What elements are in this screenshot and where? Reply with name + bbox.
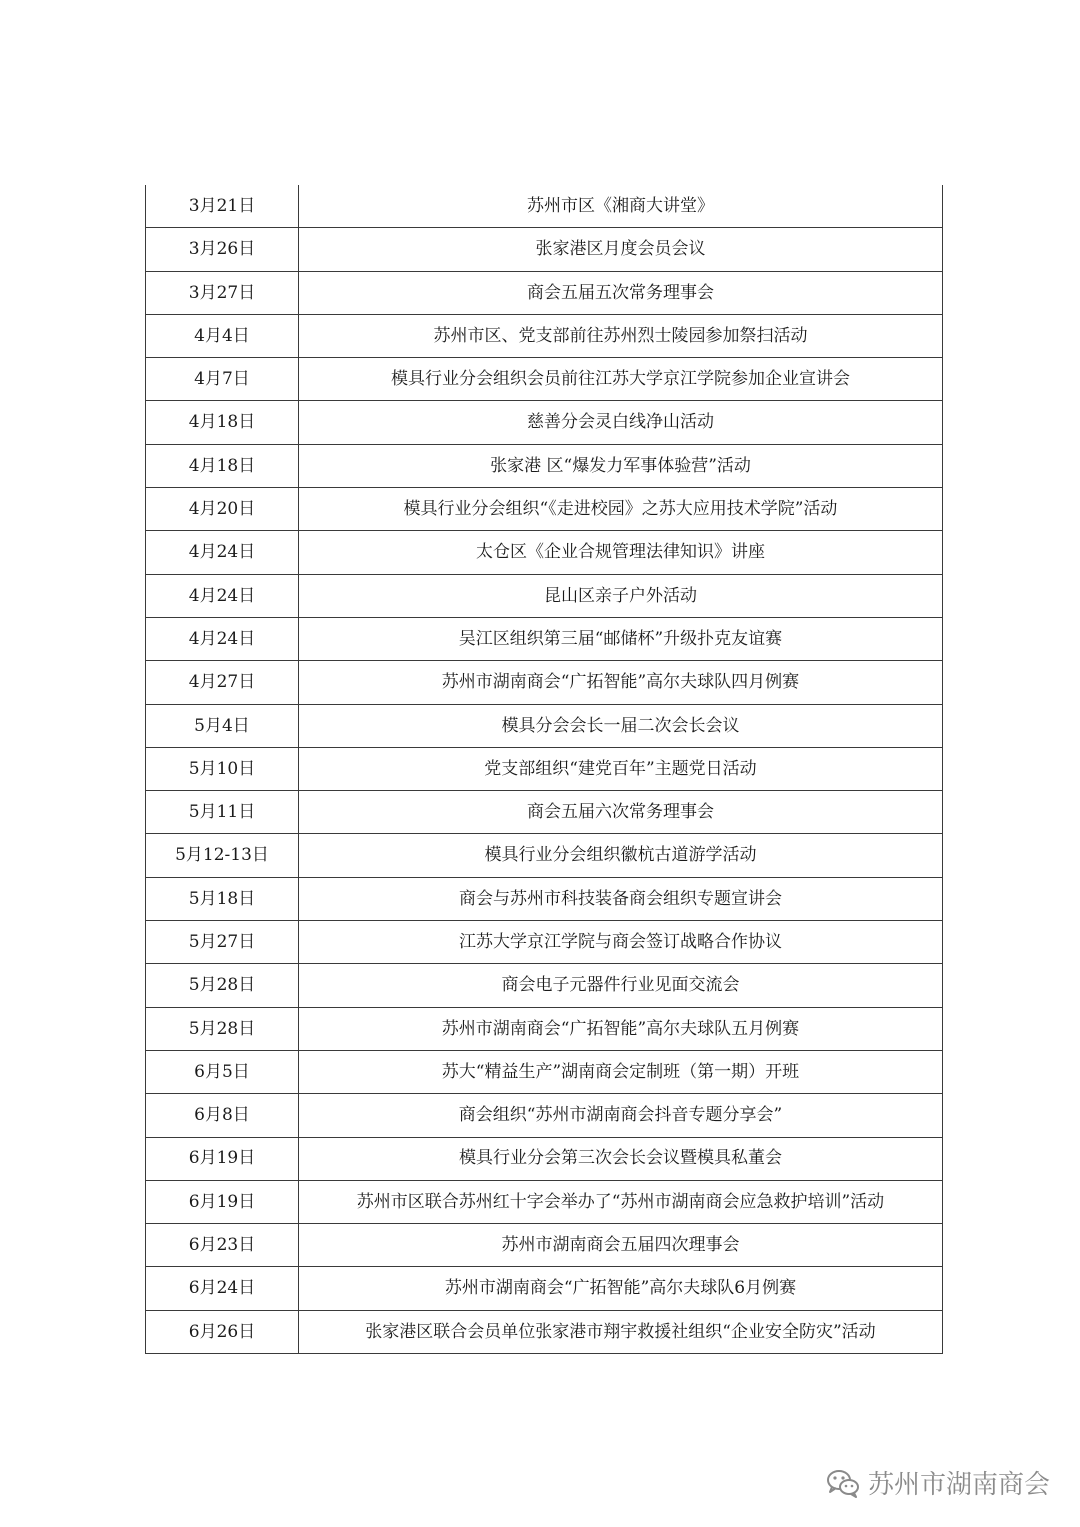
event-cell: 模具分会会长一届二次会长会议 <box>299 704 943 747</box>
event-cell: 太仓区《企业合规管理法律知识》讲座 <box>299 531 943 574</box>
table-row <box>146 704 943 747</box>
watermark-text: 苏州市湖南商会 <box>867 1470 1050 1500</box>
date-cell: 6月5日 <box>146 1050 299 1093</box>
table-row <box>146 1137 943 1180</box>
event-cell: 苏州市区、党支部前往苏州烈士陵园参加祭扫活动 <box>299 314 943 357</box>
table-row <box>146 661 943 704</box>
table-row <box>146 574 943 617</box>
wechat-icon <box>826 1468 860 1498</box>
table-row <box>146 401 943 444</box>
table-row <box>146 358 943 401</box>
event-cell: 党支部组织“建党百年”主题党日活动 <box>299 747 943 790</box>
date-cell: 6月8日 <box>146 1094 299 1137</box>
table-row <box>146 1050 943 1093</box>
event-cell: 昆山区亲子户外活动 <box>299 574 943 617</box>
schedule-body <box>146 185 943 1354</box>
table-row <box>146 228 943 271</box>
table-row <box>146 1267 943 1310</box>
event-cell: 张家港区联合会员单位张家港市翔宇救援社组织“企业安全防灾”活动 <box>299 1310 943 1353</box>
table-row <box>146 1094 943 1137</box>
date-cell: 6月19日 <box>146 1180 299 1223</box>
date-cell: 4月18日 <box>146 444 299 487</box>
date-cell: 6月23日 <box>146 1224 299 1267</box>
table-row <box>146 877 943 920</box>
event-cell: 苏州市湖南商会“广拓智能”高尔夫球队五月例赛 <box>299 1007 943 1050</box>
table-row <box>146 444 943 487</box>
table-row <box>146 531 943 574</box>
table-row <box>146 921 943 964</box>
date-cell: 5月27日 <box>146 921 299 964</box>
event-cell: 商会电子元器件行业见面交流会 <box>299 964 943 1007</box>
event-cell: 吴江区组织第三届“邮储杯”升级扑克友谊赛 <box>299 617 943 660</box>
table-row <box>146 1007 943 1050</box>
table-row <box>146 834 943 877</box>
table-row <box>146 747 943 790</box>
date-cell: 6月26日 <box>146 1310 299 1353</box>
event-cell: 模具行业分会组织“《走进校园》之苏大应用技术学院”活动 <box>299 488 943 531</box>
event-cell: 模具行业分会组织会员前往江苏大学京江学院参加企业宣讲会 <box>299 358 943 401</box>
event-cell: 苏州市湖南商会五届四次理事会 <box>299 1224 943 1267</box>
date-cell: 5月4日 <box>146 704 299 747</box>
table-row <box>146 1224 943 1267</box>
event-cell: 江苏大学京江学院与商会签订战略合作协议 <box>299 921 943 964</box>
event-cell: 商会与苏州市科技装备商会组织专题宣讲会 <box>299 877 943 920</box>
table-row <box>146 964 943 1007</box>
event-cell: 商会五届五次常务理事会 <box>299 271 943 314</box>
event-cell: 苏大“精益生产”湖南商会定制班（第一期）开班 <box>299 1050 943 1093</box>
date-cell: 5月28日 <box>146 1007 299 1050</box>
date-cell: 4月24日 <box>146 574 299 617</box>
date-cell: 4月7日 <box>146 358 299 401</box>
date-cell: 4月27日 <box>146 661 299 704</box>
event-cell: 苏州市区联合苏州红十字会举办了“苏州市湖南商会应急救护培训”活动 <box>299 1180 943 1223</box>
date-cell: 5月11日 <box>146 791 299 834</box>
date-cell: 3月27日 <box>146 271 299 314</box>
event-cell: 苏州市湖南商会“广拓智能”高尔夫球队四月例赛 <box>299 661 943 704</box>
date-cell: 3月26日 <box>146 228 299 271</box>
date-cell: 5月12-13日 <box>146 834 299 877</box>
event-cell: 商会组织“苏州市湖南商会抖音专题分享会” <box>299 1094 943 1137</box>
table-row <box>146 617 943 660</box>
event-cell: 张家港 区“爆发力军事体验营”活动 <box>299 444 943 487</box>
table-row <box>146 488 943 531</box>
date-cell: 4月4日 <box>146 314 299 357</box>
event-cell: 慈善分会灵白线净山活动 <box>299 401 943 444</box>
table-row <box>146 1310 943 1353</box>
date-cell: 4月18日 <box>146 401 299 444</box>
date-cell: 6月24日 <box>146 1267 299 1310</box>
date-cell: 4月24日 <box>146 617 299 660</box>
table-row <box>146 791 943 834</box>
watermark <box>826 1464 1050 1501</box>
schedule-table <box>145 185 943 1354</box>
date-cell: 3月21日 <box>146 185 299 228</box>
event-cell: 模具行业分会组织徽杭古道游学活动 <box>299 834 943 877</box>
date-cell: 4月20日 <box>146 488 299 531</box>
date-cell: 6月19日 <box>146 1137 299 1180</box>
table-row <box>146 185 943 228</box>
event-cell: 张家港区月度会员会议 <box>299 228 943 271</box>
table-row <box>146 314 943 357</box>
event-cell: 模具行业分会第三次会长会议暨模具私董会 <box>299 1137 943 1180</box>
table-row <box>146 1180 943 1223</box>
date-cell: 5月18日 <box>146 877 299 920</box>
event-cell: 苏州市区《湘商大讲堂》 <box>299 185 943 228</box>
table-row <box>146 271 943 314</box>
event-cell: 苏州市湖南商会“广拓智能”高尔夫球队6月例赛 <box>299 1267 943 1310</box>
event-cell: 商会五届六次常务理事会 <box>299 791 943 834</box>
date-cell: 4月24日 <box>146 531 299 574</box>
date-cell: 5月28日 <box>146 964 299 1007</box>
date-cell: 5月10日 <box>146 747 299 790</box>
